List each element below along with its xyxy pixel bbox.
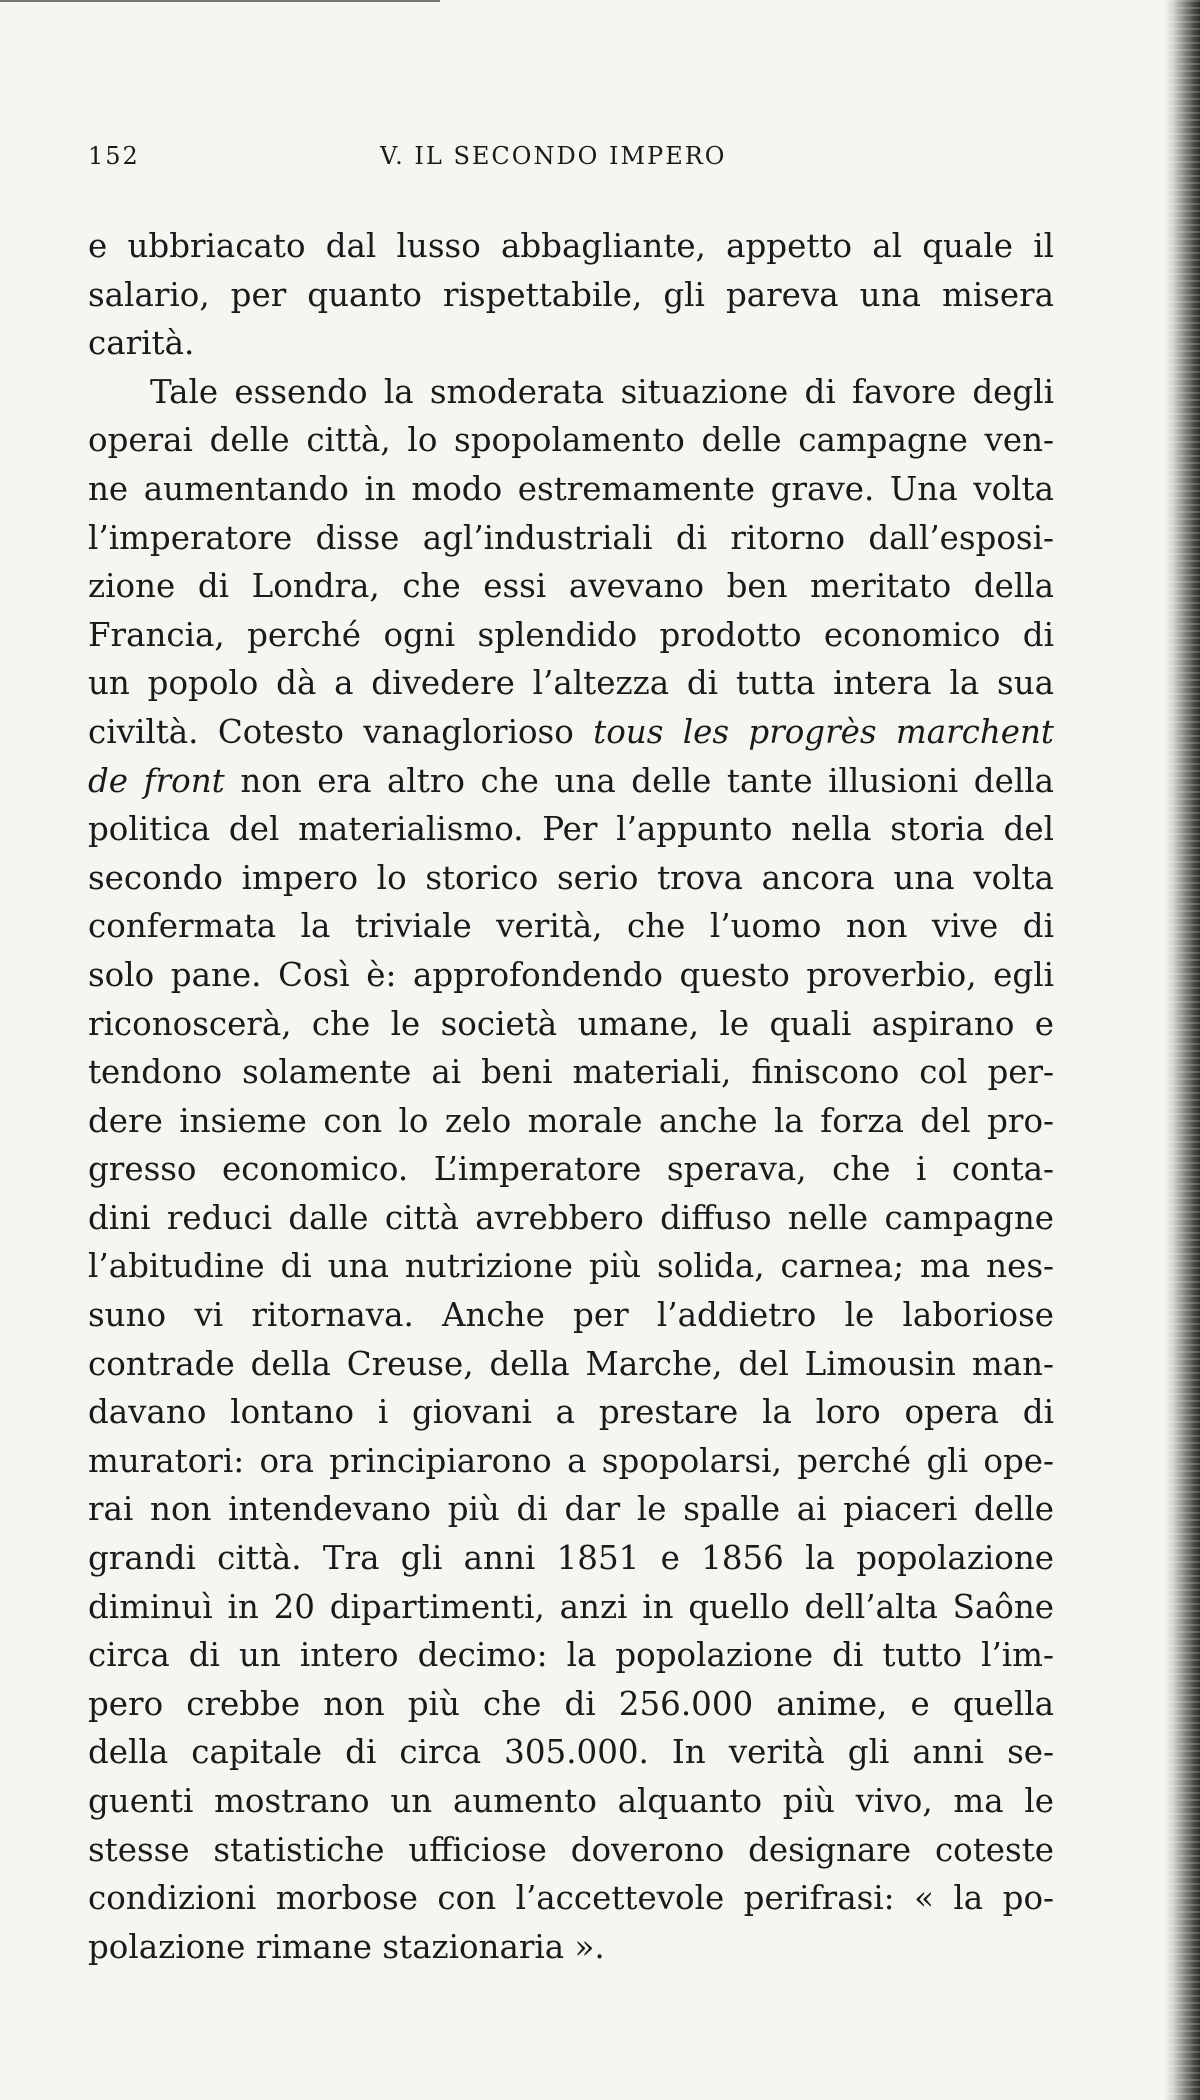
text-line: suno vi ritornava. Anche per l’addietro le laboriose (88, 1296, 1054, 1335)
text-segment: civiltà. Cotesto vanaglorioso (88, 712, 574, 751)
italic-phrase: de front (88, 761, 225, 800)
text-segment: non era altro che una delle tante illusioni della (240, 761, 1054, 800)
text-line: gresso economico. L’imperatore sperava, che i conta- (88, 1150, 1054, 1189)
text-line: operai delle città, lo spopolamento delle campagne ven- (88, 421, 1054, 460)
text-line: muratori: ora principiarono a spopolarsi, perché gli ope- (88, 1441, 1054, 1480)
text-line: dere insieme con lo zelo morale anche la forza del pro- (88, 1101, 1054, 1140)
text-line: salario, per quanto rispettabile, gli pareva una misera (88, 275, 1054, 314)
text-line: della capitale di circa 305.000. In verità gli anni se- (88, 1733, 1054, 1772)
text-line: diminuì in 20 dipartimenti, anzi in quello dell’alta Saône (88, 1587, 1054, 1626)
page-header (88, 142, 1058, 178)
text-line: secondo impero lo storico serio trova ancora una volta (88, 858, 1054, 897)
running-head: V. IL SECONDO IMPERO (380, 142, 727, 170)
text-line: contrade della Creuse, della Marche, del Limousin man- (88, 1344, 1054, 1383)
top-rule (0, 0, 440, 2)
text-line: politica del materialismo. Per l’appunto nella storia del (88, 810, 1054, 849)
body-text (88, 222, 1054, 1971)
text-line: grandi città. Tra gli anni 1851 e 1856 la popolazione (88, 1539, 1054, 1578)
text-line: confermata la triviale verità, che l’uomo non vive di (88, 907, 1054, 946)
page-edge-texture (1164, 0, 1200, 2100)
text-line: condizioni morbose con l’accettevole perifrasi: « la po- (88, 1879, 1054, 1918)
text-line: davano lontano i giovani a prestare la loro opera di (88, 1393, 1054, 1432)
text-line-mixed (88, 757, 1054, 806)
text-line: e ubbriacato dal lusso abbagliante, appetto al quale il (88, 227, 1054, 265)
text-line: ne aumentando in modo estremamente grave. Una volta (88, 469, 1054, 508)
page-number: 152 (88, 142, 140, 170)
text-line: zione di Londra, che essi avevano ben meritato della (88, 567, 1054, 606)
text-line: tendono solamente ai beni materiali, finiscono col per- (88, 1053, 1054, 1092)
text-line: l’abitudine di una nutrizione più solida, carnea; ma nes- (88, 1247, 1054, 1286)
text-line-mixed (88, 708, 1054, 757)
text-line: un popolo dà a divedere l’altezza di tutta intera la sua (88, 664, 1054, 703)
text-line: riconoscerà, che le società umane, le quali aspirano e (88, 1004, 1054, 1043)
text-line: l’imperatore disse agl’industriali di ritorno dall’esposi- (88, 518, 1054, 557)
italic-phrase: tous les progrès marchent (593, 712, 1054, 751)
text-line: pero crebbe non più che di 256.000 anime, e quella (88, 1684, 1054, 1723)
text-line: carità. (88, 324, 195, 363)
text-line: solo pane. Così è: approfondendo questo proverbio, egli (88, 955, 1054, 994)
text-line: circa di un intero decimo: la popolazione di tutto l’im- (88, 1636, 1054, 1675)
text-line: stesse statistiche ufficiose doverono designare coteste (88, 1830, 1054, 1869)
text-line: guenti mostrano un aumento alquanto più vivo, ma le (88, 1782, 1054, 1820)
text-line: Francia, perché ogni splendido prodotto economico di (88, 615, 1054, 654)
text-line: rai non intendevano più di dar le spalle ai piaceri delle (88, 1490, 1054, 1529)
text-line: Tale essendo la smoderata situazione di favore degli (150, 372, 1054, 411)
text-line: polazione rimane stazionaria ». (88, 1927, 605, 1966)
text-line: dini reduci dalle città avrebbero diffuso nelle campagne (88, 1198, 1054, 1237)
